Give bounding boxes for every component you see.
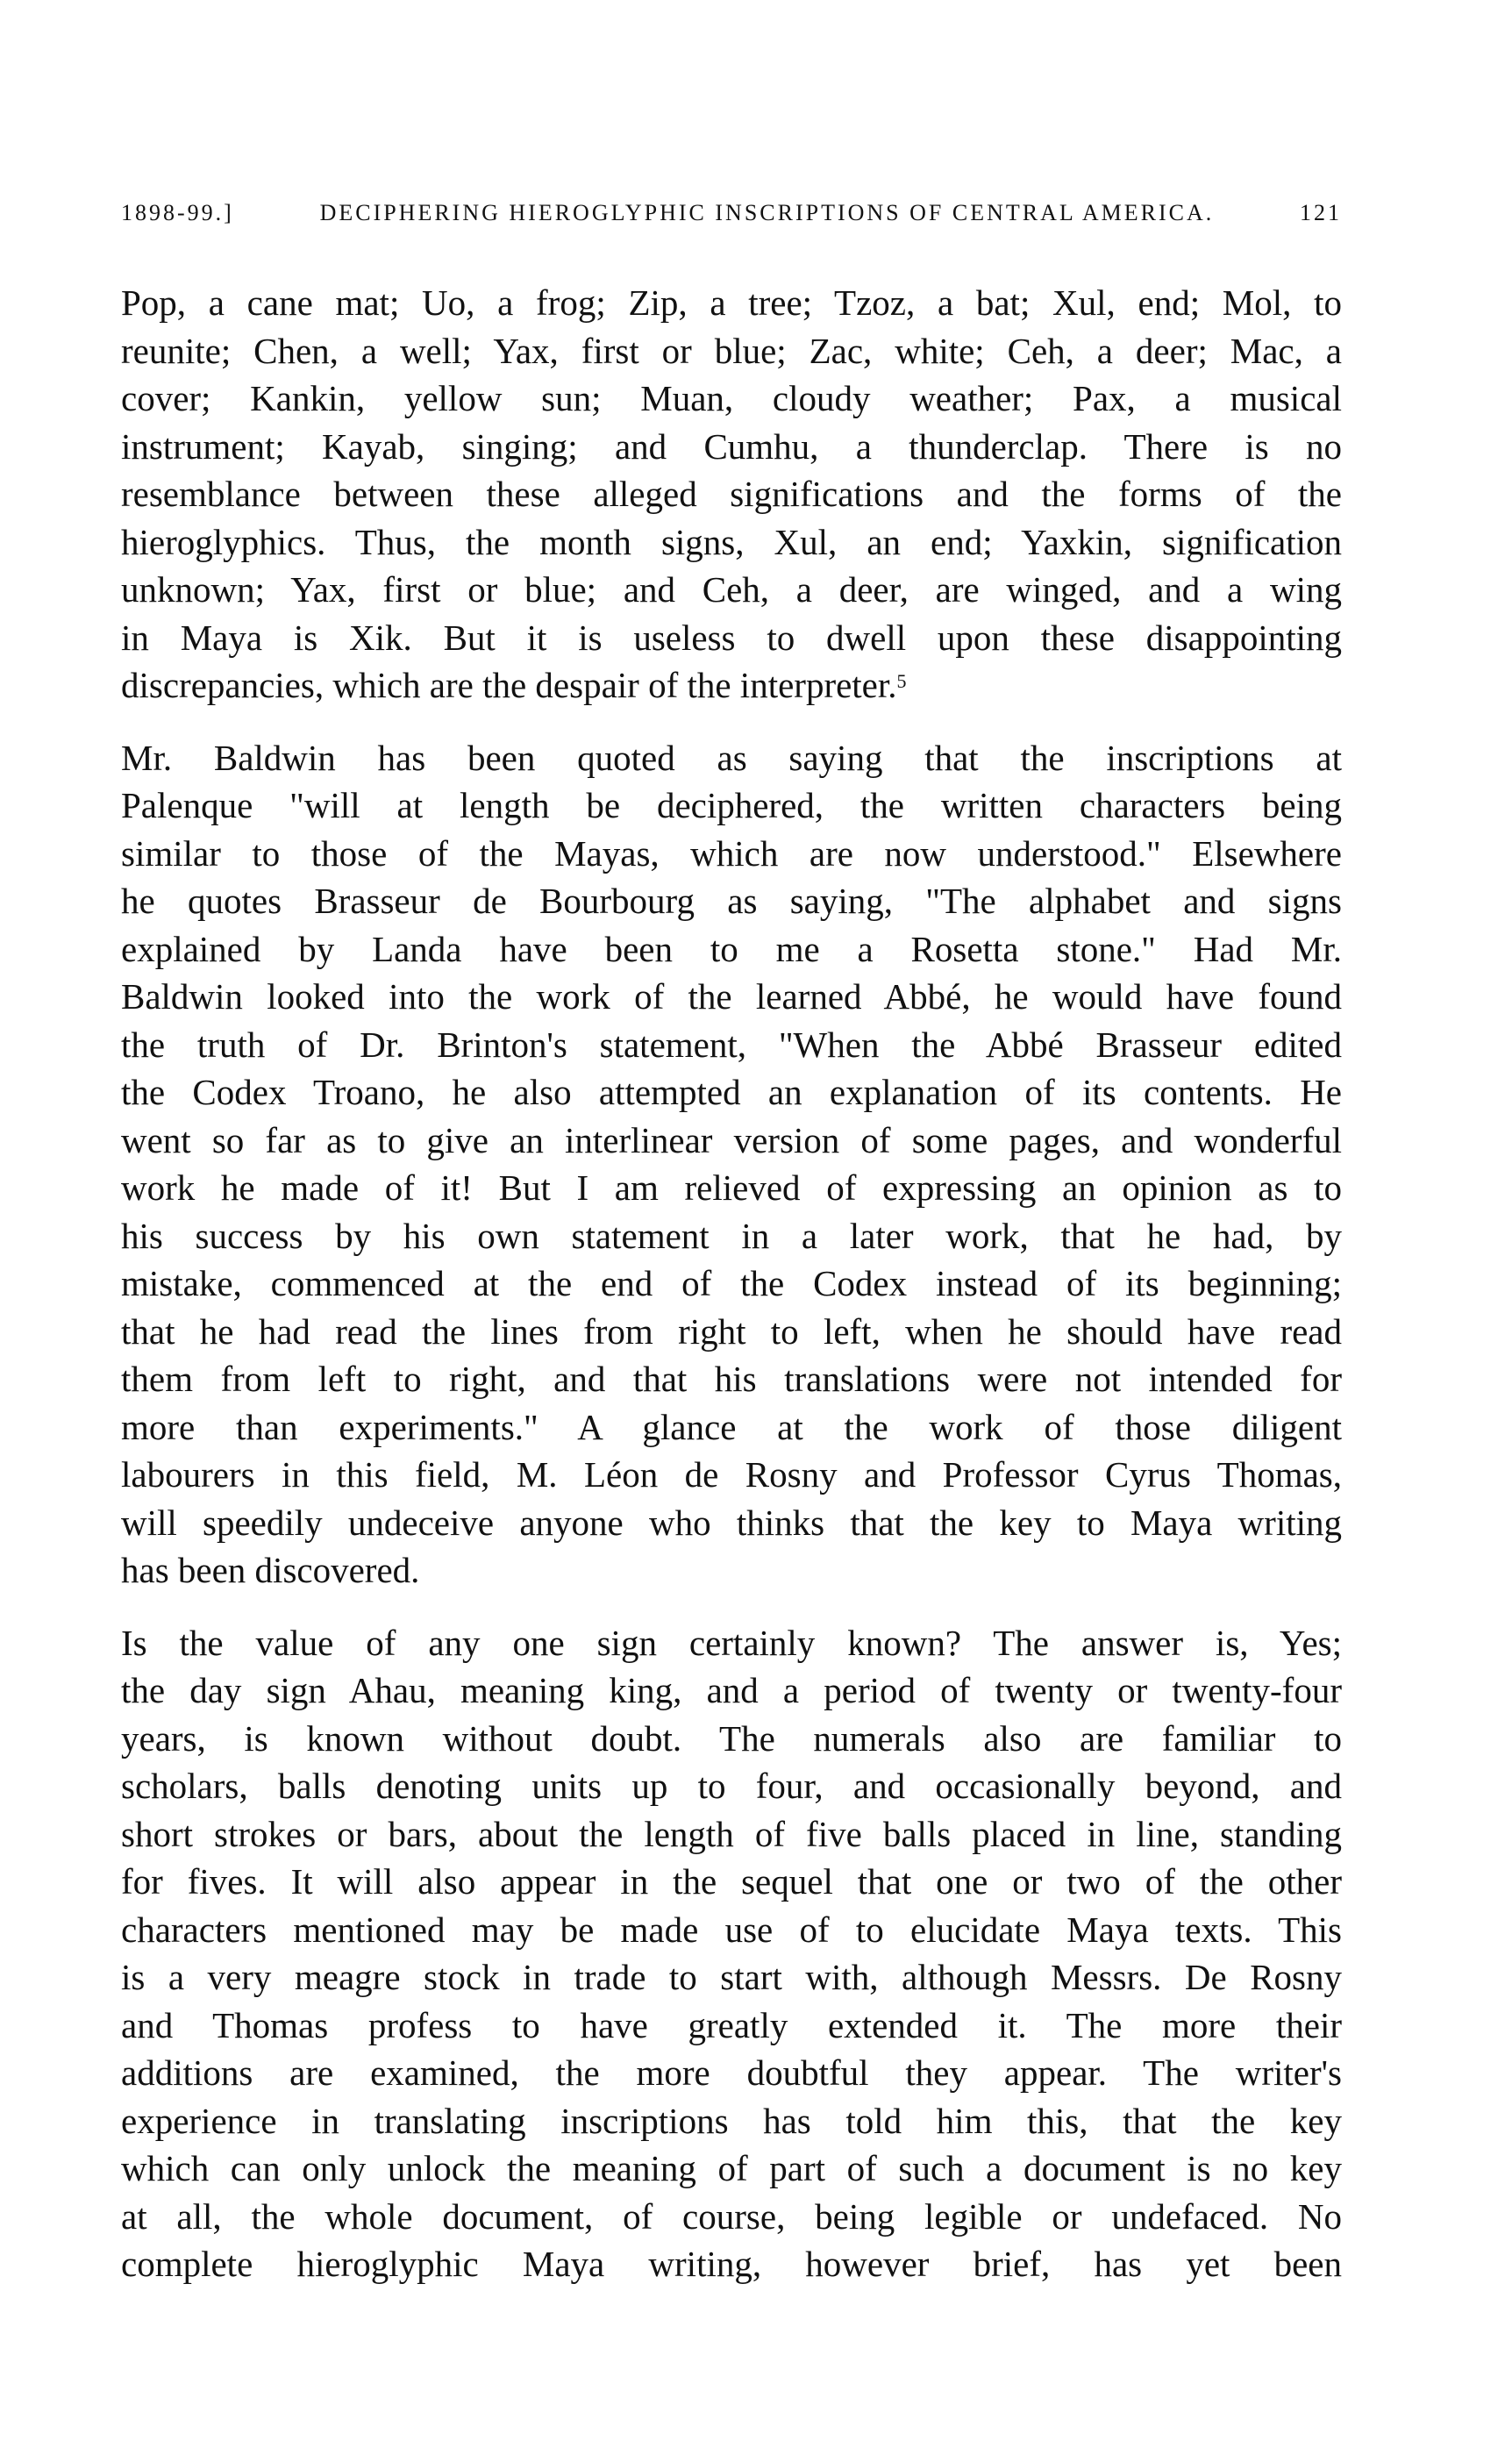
text-line: experience in translating inscriptions has told him this, that the key — [121, 2100, 1342, 2141]
text-line: has been discovered. — [121, 1550, 420, 1590]
text-line: labourers in this field, M. Léon de Rosny and Professor Cyrus Thomas, — [121, 1454, 1342, 1495]
header-title: DECIPHERING HIEROGLYPHIC INSCRIPTIONS OF CENTRAL AMERICA. — [319, 200, 1215, 225]
text-line: reunite; Chen, a well; Yax, first or blue; Zac, white; Ceh, a deer; Mac, a — [121, 330, 1342, 371]
text-line: in Maya is Xik. But it is useless to dwell upon these disappointing — [121, 617, 1342, 658]
text-line: will speedily undeceive anyone who thinks that the key to Maya writing — [121, 1502, 1342, 1543]
paragraph-2 — [121, 734, 1342, 1595]
text-line: Mr. Baldwin has been quoted as saying that the inscriptions at — [121, 737, 1342, 778]
paragraph-1 — [121, 279, 1342, 710]
text-line: the day sign Ahau, meaning king, and a period of twenty or twenty-four — [121, 1670, 1342, 1710]
text-line: went so far as to give an interlinear version of some pages, and wonderful — [121, 1119, 1342, 1160]
paragraph-3 — [121, 1619, 1342, 2288]
text-line: that he had read the lines from right to left, when he should have read — [121, 1310, 1342, 1352]
text-line: years, is known without doubt. The numerals also are familiar to — [121, 1717, 1342, 1759]
text-line: Palenque "will at length be deciphered, the written characters being — [121, 785, 1342, 825]
text-line: unknown; Yax, first or blue; and Ceh, a deer, are winged, and a wing — [121, 569, 1342, 610]
text-line: the Codex Troano, he also attempted an explanation of its contents. He — [121, 1072, 1342, 1112]
running-head — [121, 200, 1342, 226]
text-line: mistake, commenced at the end of the Codex instead of its beginning; — [121, 1263, 1342, 1303]
text-line: instrument; Kayab, singing; and Cumhu, a thunderclap. There is no — [121, 425, 1342, 467]
text-line: more than experiments." A glance at the work of those diligent — [121, 1406, 1342, 1447]
text-line: the truth of Dr. Brinton's statement, "When the Abbé Brasseur edited — [121, 1024, 1342, 1065]
text-line: characters mentioned may be made use of to elucidate Maya texts. This — [121, 1909, 1342, 1950]
body-text — [121, 279, 1342, 2288]
text-line: he quotes Brasseur de Bourbourg as saying, "The alphabet and signs — [121, 881, 1342, 921]
page-number: 121 — [1300, 200, 1342, 225]
text-line: similar to those of the Mayas, which are now understood." Elsewhere — [121, 832, 1342, 874]
text-line: which can only unlock the meaning of part of such a document is no key — [121, 2148, 1342, 2188]
text-line: complete hieroglyphic Maya writing, however brief, has yet been — [121, 2244, 1342, 2284]
footnote-marker: 5 — [896, 670, 907, 692]
text-line: Baldwin looked into the work of the learned Abbé, he would have found — [121, 976, 1342, 1017]
text-line: short strokes or bars, about the length of five balls placed in line, standing — [121, 1813, 1342, 1854]
text-line: cover; Kankin, yellow sun; Muan, cloudy weather; Pax, a musical — [121, 378, 1342, 418]
header-year: 1898-99.] — [121, 200, 234, 225]
text-line: hieroglyphics. Thus, the month signs, Xul, an end; Yaxkin, signification — [121, 521, 1342, 562]
text-line: work he made of it! But I am relieved of expressing an opinion as to — [121, 1167, 1342, 1208]
text-line: resemblance between these alleged significations and the forms of the — [121, 474, 1342, 514]
text-line: explained by Landa have been to me a Rosetta stone." Had Mr. — [121, 928, 1342, 969]
text-line: scholars, balls denoting units up to four, and occasionally beyond, and — [121, 1766, 1342, 1806]
text-line-content: discrepancies, which are the despair of the interpreter. — [121, 665, 897, 705]
text-line: additions are examined, the more doubtful they appear. The writer's — [121, 2052, 1342, 2093]
text-line: at all, the whole document, of course, being legible or undefaced. No — [121, 2195, 1342, 2237]
text-line: Is the value of any one sign certainly known? The answer is, Yes; — [121, 1622, 1342, 1663]
text-line: is a very meagre stock in trade to start with, although Messrs. De Rosny — [121, 1957, 1342, 1997]
text-line: and Thomas profess to have greatly extended it. The more their — [121, 2004, 1342, 2045]
text-line: for fives. It will also appear in the sequel that one or two of the other — [121, 1861, 1342, 1902]
text-line — [121, 661, 1342, 710]
text-line: them from left to right, and that his translations were not intended for — [121, 1359, 1342, 1399]
text-line: Pop, a cane mat; Uo, a frog; Zip, a tree; Tzoz, a bat; Xul, end; Mol, to — [121, 282, 1342, 323]
text-line: his success by his own statement in a later work, that he had, by — [121, 1215, 1342, 1256]
